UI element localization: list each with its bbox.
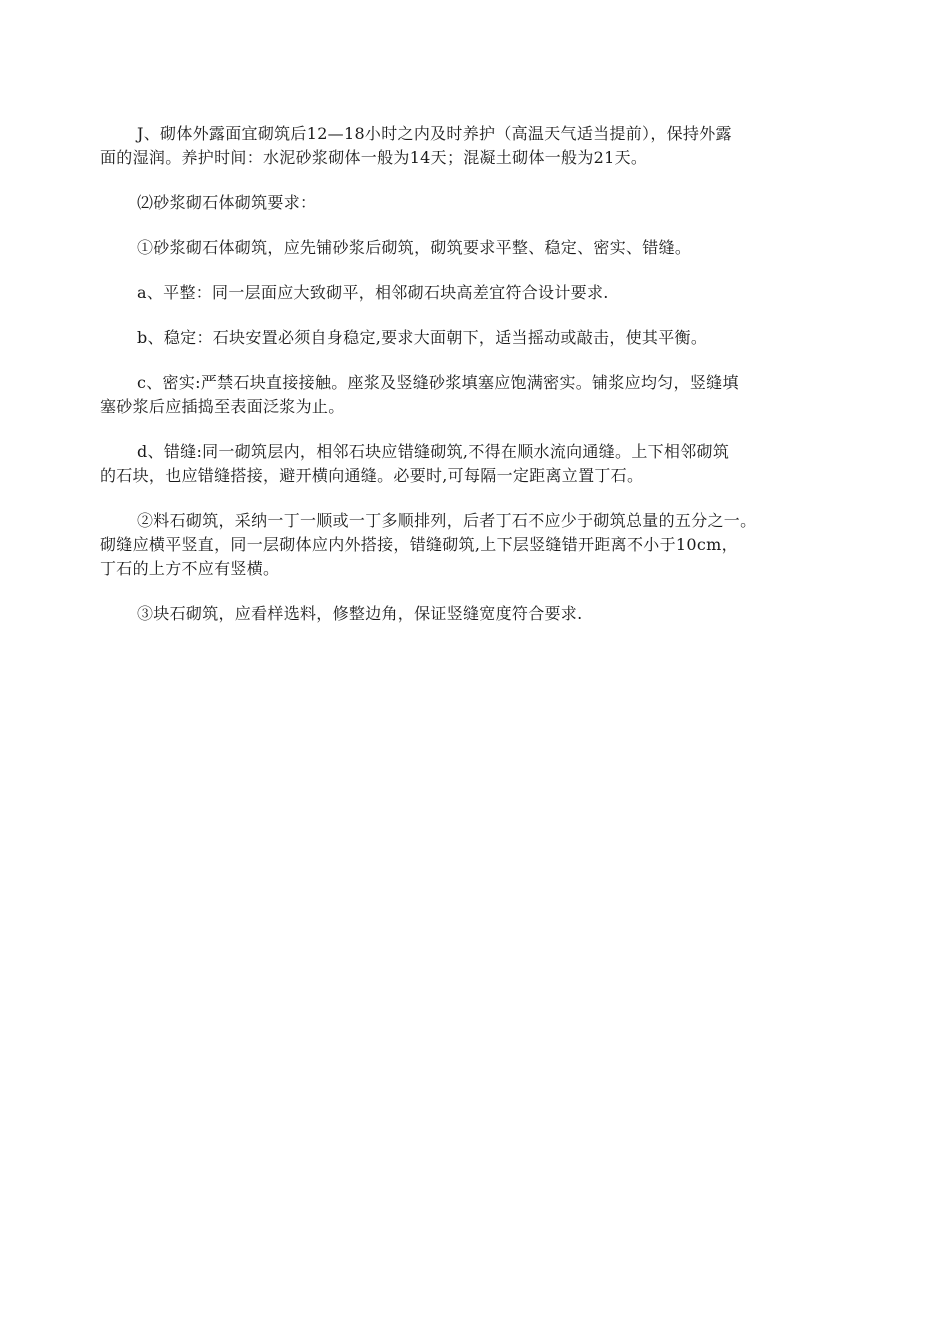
paragraph-line: 面的湿润。养护时间：水泥砂浆砌体一般为14天；混凝土砌体一般为21天。	[100, 148, 648, 167]
paragraph-line: J、砌体外露面宜砌筑后12—18小时之内及时养护（高温天气适当提前），保持外露	[137, 124, 732, 143]
section-heading-mortar-masonry	[100, 191, 860, 215]
paragraph-item-d	[100, 440, 860, 488]
paragraph-line: b、稳定：石块安置必须自身稳定,要求大面朝下，适当摇动或敲击，使其平衡。	[137, 328, 708, 347]
paragraph-line: a、平整：同一层面应大致砌平，相邻砌石块高差宜符合设计要求.	[137, 283, 609, 302]
paragraph-line: d、错缝:同一砌筑层内，相邻石块应错缝砌筑,不得在顺水流向通缝。上下相邻砌筑	[137, 442, 730, 461]
paragraph-item-1	[100, 236, 860, 260]
paragraph-line: c、密实:严禁石块直接接触。座浆及竖缝砂浆填塞应饱满密实。铺浆应均匀，竖缝填	[137, 373, 739, 392]
paragraph-line: 丁石的上方不应有竖横。	[100, 559, 280, 578]
paragraph-line: 塞砂浆后应插捣至表面泛浆为止。	[100, 397, 345, 416]
paragraph-item-b	[100, 326, 860, 350]
paragraph-curing	[100, 122, 860, 170]
paragraph-line: 砌缝应横平竖直，同一层砌体应内外搭接，错缝砌筑,上下层竖缝错开距离不小于10cm，	[100, 535, 738, 554]
paragraph-item-a	[100, 281, 860, 305]
paragraph-item-3	[100, 602, 860, 626]
paragraph-line: ②料石砌筑，采纳一丁一顺或一丁多顺排列，后者丁石不应少于砌筑总量的五分之一。	[137, 511, 757, 530]
paragraph-line: 的石块，也应错缝搭接，避开横向通缝。必要时,可每隔一定距离立置丁石。	[100, 466, 644, 485]
paragraph-line: ①砂浆砌石体砌筑，应先铺砂浆后砌筑，砌筑要求平整、稳定、密实、错缝。	[137, 238, 692, 257]
paragraph-item-c	[100, 371, 860, 419]
document-body	[100, 122, 860, 647]
paragraph-item-2	[100, 509, 860, 581]
paragraph-line: ⑵砂浆砌石体砌筑要求：	[137, 193, 317, 212]
paragraph-line: ③块石砌筑，应看样选料，修整边角，保证竖缝宽度符合要求.	[137, 604, 583, 623]
